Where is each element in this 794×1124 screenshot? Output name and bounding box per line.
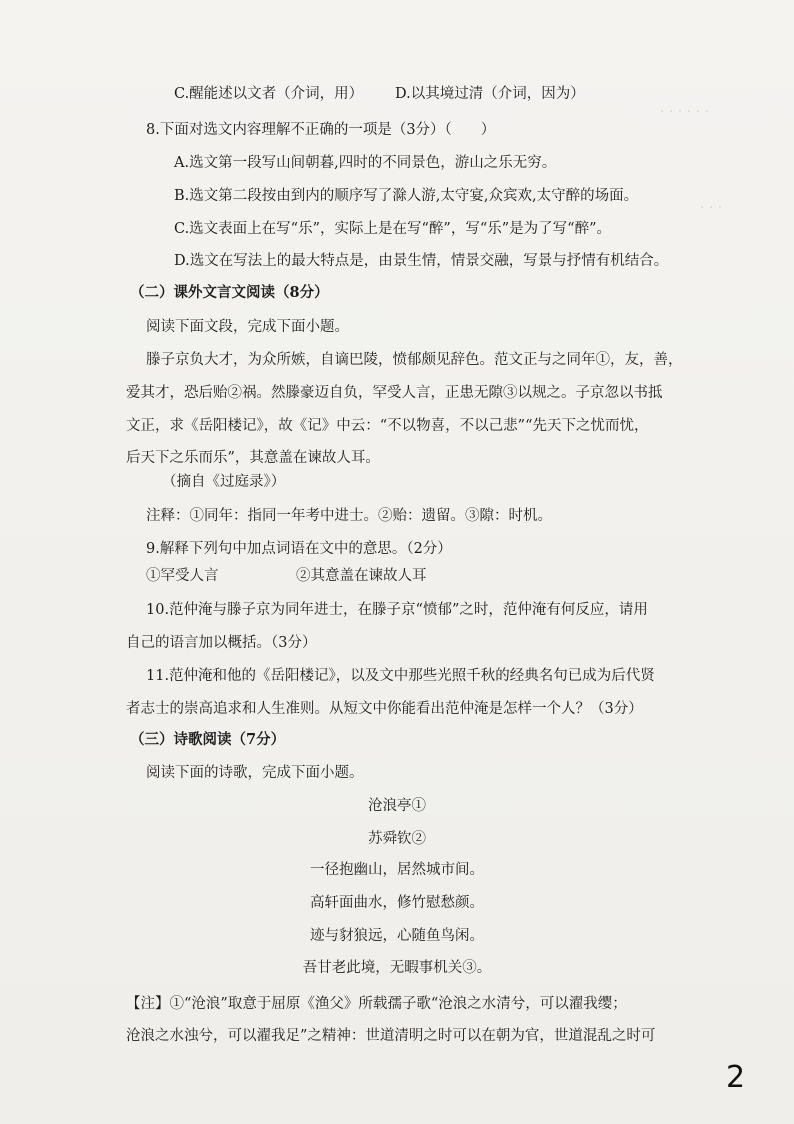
poem-note-cont: 沧浪之水浊兮，可以濯我足”之精神：世道清明之时可以在朝为官，世道混乱之时可 xyxy=(126,1028,656,1044)
bleed-through-text: · · · · · · xyxy=(660,104,709,120)
section-3-heading: （三）诗歌阅读（7分） xyxy=(130,731,286,748)
question-9: 9.解释下列句中加点词语在文中的意思。（2分） xyxy=(146,541,452,557)
poem-line: 一径抱幽山，居然城市间。 xyxy=(310,862,484,878)
passage-line: 滕子京负大才，为众所嫉，自谪巴陵，愤郁颇见辞色。范文正与之同年①，友，善， xyxy=(146,352,683,368)
question-10-cont: 自己的语言加以概括。（3分） xyxy=(126,635,317,651)
q8-option-b: B.选文第二段按由到内的顺序写了滁人游,太守宴,众宾欢,太守醉的场面。 xyxy=(174,188,639,204)
q9-item-1: ①罕受人言 xyxy=(146,568,219,584)
poem-author: 苏舜钦② xyxy=(368,831,426,847)
annotation: 注释：①同年：指同一年考中进士。②贻：遗留。③隙：时机。 xyxy=(146,508,552,524)
poem-instruction: 阅读下面的诗歌，完成下面小题。 xyxy=(146,765,364,781)
section-2-heading: （二）课外文言文阅读（8分） xyxy=(130,284,329,301)
q9-item-2: ②其意盖在谏故人耳 xyxy=(296,568,427,584)
bleed-through-text: · · · xyxy=(700,200,723,216)
passage-line: 文正，求《岳阳楼记》，故《记》中云：“不以物喜，不以己悲”“先天下之忧而忧， xyxy=(126,418,649,434)
q8-option-c: C.选文表面上在写“乐”，实际上是在写“醉”，写“乐”是为了写“醉”。 xyxy=(174,221,611,237)
reading-instruction: 阅读下面文段，完成下面小题。 xyxy=(146,319,349,335)
poem-line: 迹与豺狼远，心随鱼鸟闲。 xyxy=(310,928,484,944)
option-c: C.醒能述以文者（介词，用） xyxy=(174,86,364,102)
page-number: 2 xyxy=(726,1060,746,1095)
poem-line: 高轩面曲水，修竹慰愁颜。 xyxy=(310,895,484,911)
question-8: 8.下面对选文内容理解不正确的一项是（3分）（ ） xyxy=(146,122,496,138)
question-10: 10.范仲淹与滕子京为同年进士，在滕子京“愤郁”之时，范仲淹有何反应，请用 xyxy=(146,602,648,618)
passage-line: 后天下之乐而乐”，其意盖在谏故人耳。 xyxy=(126,450,380,466)
option-d: D.以其境过清（介词，因为） xyxy=(395,86,585,102)
poem-title: 沧浪亭① xyxy=(368,798,426,814)
passage-source: （摘自《过庭录》） xyxy=(162,474,286,490)
poem-line: 吾甘老此境，无暇事机关③。 xyxy=(302,960,492,976)
q8-option-a: A.选文第一段写山间朝暮,四时的不同景色，游山之乐无穷。 xyxy=(174,155,557,171)
question-11: 11.范仲淹和他的《岳阳楼记》，以及文中那些光照千秋的经典名句已成为后代贤 xyxy=(146,668,655,684)
passage-line: 爱其才，恐后贻②祸。然滕豪迈自负，罕受人言，正患无隙③以规之。子京忽以书抵 xyxy=(126,385,663,401)
poem-note: 【注】①“沧浪”取意于屈原《渔父》所载孺子歌“沧浪之水清兮，可以濯我缨； xyxy=(126,996,627,1012)
q8-option-d: D.选文在写法上的最大特点是，由景生情，情景交融，写景与抒情有机结合。 xyxy=(174,253,669,269)
question-11-cont: 者志士的崇高追求和人生准则。从短文中你能看出范仲淹是怎样一个人？（3分） xyxy=(126,701,643,717)
